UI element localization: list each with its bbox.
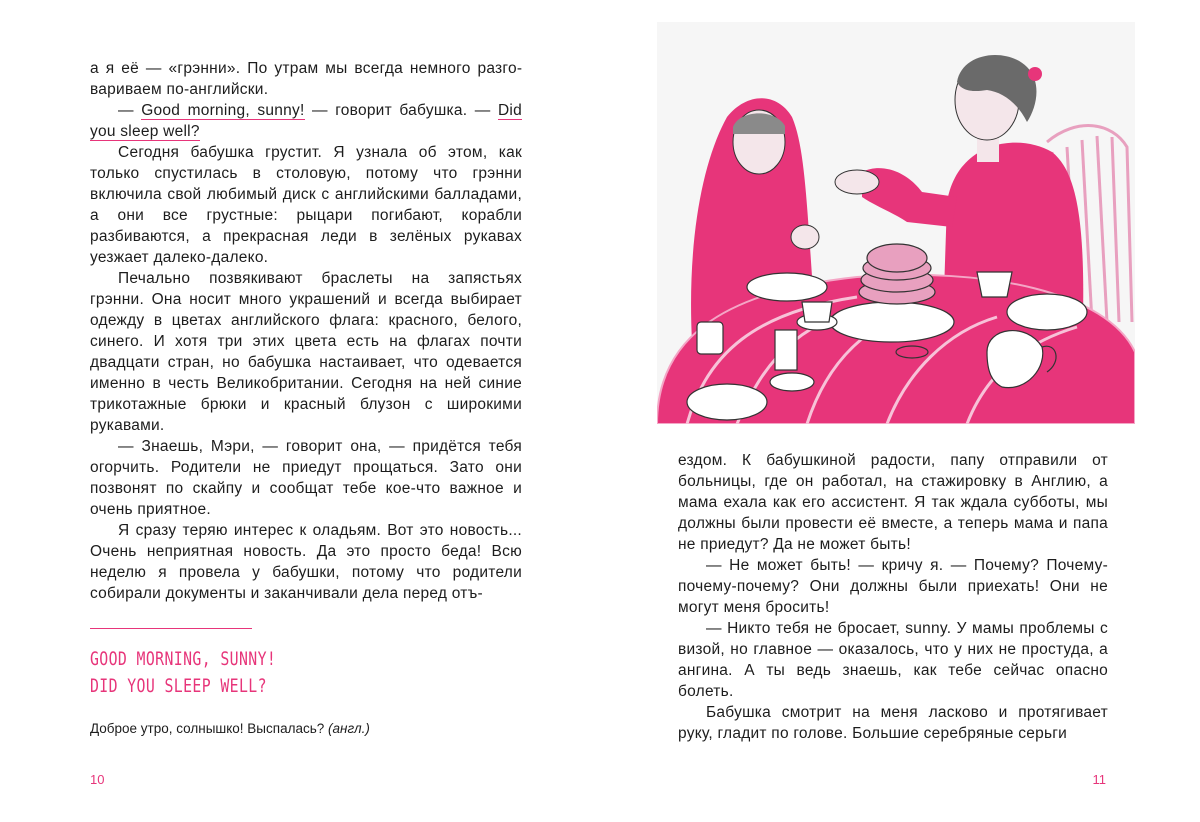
footnote-divider xyxy=(90,628,252,629)
paragraph xyxy=(90,268,522,436)
paragraph xyxy=(90,142,522,268)
text-run: — Никто тебя не бросает, sunny. У мамы проблемы с визой, но главное — оказалось, что у них не простуда, а ангина. А ты ведь знаешь, как тебе сейчас опасно болеть. xyxy=(678,620,1108,700)
footnote-heading xyxy=(90,646,276,700)
text-run: а я её — «грэнни». По утрам мы всегда немного разговариваем по-английски. xyxy=(90,60,522,98)
paragraph xyxy=(90,436,522,520)
page-number-left: 10 xyxy=(90,772,105,787)
text-run: Бабушка смотрит на меня ласково и протягивает руку, гладит по голове. Большие серебряные серьги xyxy=(678,704,1108,742)
text-run: — говорит бабушка. — xyxy=(304,102,498,119)
text-run: Печально позвякивают браслеты на запястьях грэнни. Она носит много украшений и всегда выбирает одежду в цветах английского флага: красного, белого, синего. И хотя три этих цвета есть на флагах почти двадцати стран, но бабушка настаивает, что одевается именно в честь Великобритании. Сегодня на ней синие трикотажные брюки и красный блузон с широкими рукавами. xyxy=(90,270,522,434)
paragraph xyxy=(90,100,522,142)
left-page-body xyxy=(90,58,522,604)
text-run: — Не может быть! — кричу я. — Почему? Почему-почему-почему? Они должны были приехать! Они не могут меня бросить! xyxy=(678,557,1108,616)
english-phrase: Good morning, sunny! xyxy=(141,102,305,119)
paragraph xyxy=(678,618,1108,702)
paragraph xyxy=(678,555,1108,618)
page-number-right: 11 xyxy=(1092,772,1106,787)
text-run: — Знаешь, Мэри, — говорит она, — придётся тебя огорчить. Родители не приедут прощаться. Зато они позвонят по скайпу и сообщат тебе кое-что важное и очень приятное. xyxy=(90,438,522,518)
right-page-body xyxy=(678,450,1108,744)
text-run: Сегодня бабушка грустит. Я узнала об этом, как только спустилась в столовую, потому что грэнни включила свой любимый диск с английскими балладами, а они все грустные: рыцари погибают, корабли разбиваются, а прекрасная леди в зелёных рукавах уезжает далеко-далеко. xyxy=(90,144,522,266)
illustration-artwork xyxy=(657,22,1135,424)
text-run: Я сразу теряю интерес к оладьям. Вот это новость... Очень неприятная новость. Да это просто беда! Всю неделю я провела у бабушки, потому что родители собирали документы и заканчивали дела перед отъ- xyxy=(90,522,522,602)
english-phrase: Did you sleep well? xyxy=(90,102,522,140)
footnote-translation xyxy=(90,720,370,738)
illustration-tea-table xyxy=(657,22,1135,424)
text-run: — xyxy=(118,102,142,119)
paragraph xyxy=(90,520,522,604)
text-run: ездом. К бабушкиной радости, папу отправили от больницы, где он работал, на стажировку в Англию, а мама ехала как его ассистент. Я так ждала субботы, мы должны были провести её вместе, а теперь мама и папа не приедут? Да не может быть! xyxy=(678,452,1108,553)
footnote-heading-line-1: GOOD MORNING, SUNNY! xyxy=(90,648,277,670)
paragraph xyxy=(678,702,1108,744)
footnote-translation-text: Доброе утро, солнышко! Выспалась? xyxy=(90,721,329,736)
paragraph xyxy=(678,450,1108,555)
right-page xyxy=(600,0,1200,822)
footnote-heading-line-2: DID YOU SLEEP WELL? xyxy=(90,675,267,697)
paragraph xyxy=(90,58,522,100)
footnote-language-note: (англ.) xyxy=(328,721,370,736)
